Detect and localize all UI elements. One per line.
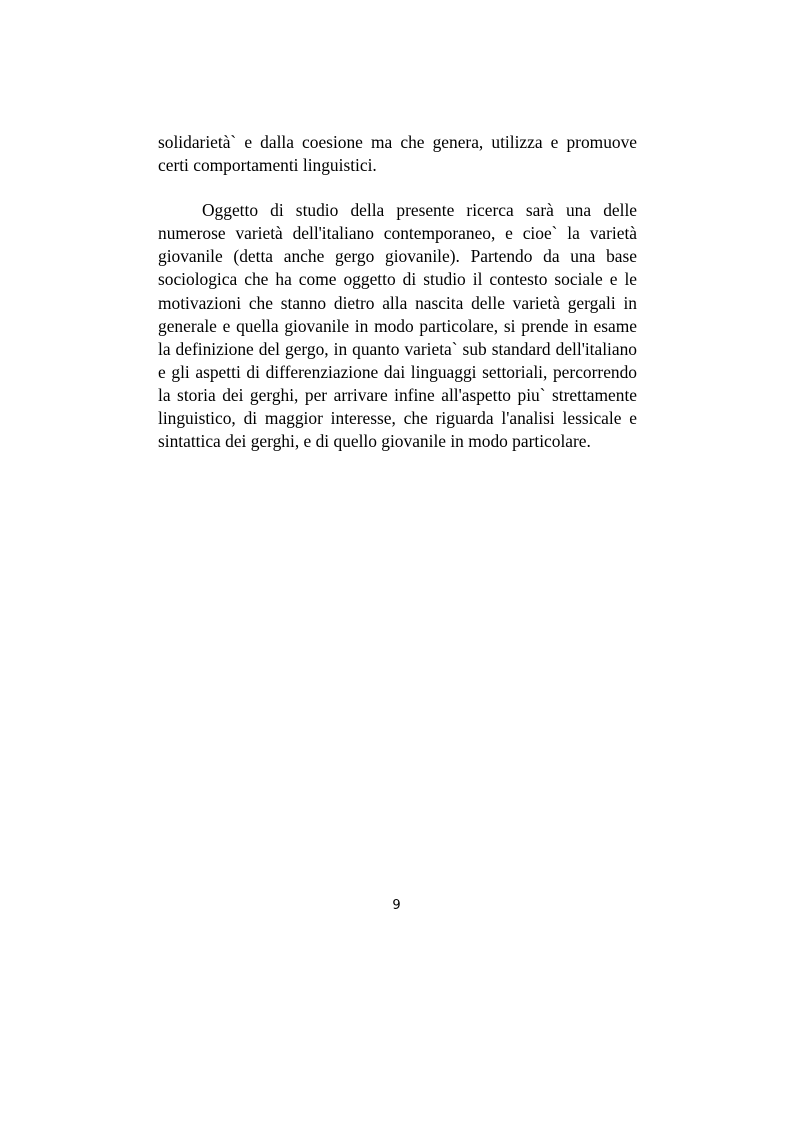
paragraph-study-object: Oggetto di studio della presente ricerca sarà una delle numerose varietà dell'italiano contemporaneo, e cioe` la varietà giovanile (detta anche gergo giovanile). Partendo da una base sociologica che ha come oggetto di studio il contesto sociale e le motivazioni che stanno dietro alla nascita delle varietà gergali in generale e quella giovanile in modo particolare, si prende in esame la definizione del gergo, in quanto varieta` sub standard dell'italiano e gli aspetti di differenziazione dai linguaggi settoriali, percorrendo la storia dei gerghi, per arrivare infine all'aspetto piu` strettamente linguistico, di maggior interesse, che riguarda l'analisi lessicale e sintattica dei gerghi, e di quello giovanile in modo particolare. [158, 200, 637, 452]
body-text [158, 131, 637, 453]
page-number: 9 [392, 898, 401, 913]
paragraph-continuation: solidarietà` e dalla coesione ma che genera, utilizza e promuove certi comportamenti linguistici. [158, 132, 637, 176]
